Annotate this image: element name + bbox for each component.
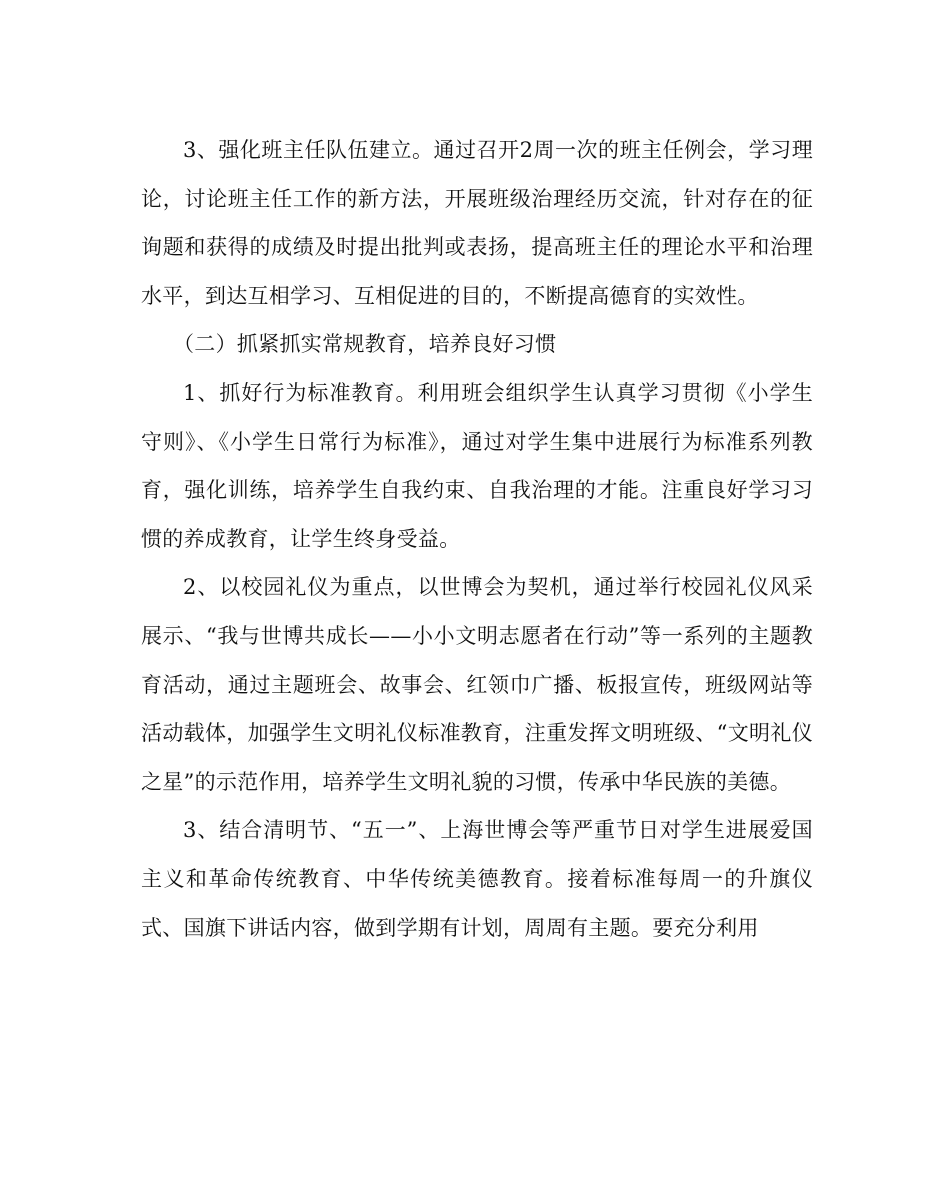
paragraph-class-teacher-team: 3、强化班主任队伍建立。通过召开2周一次的班主任例会，学习理论，讨论班主任工作的新方法，开展班级治理经历交流，针对存在的征询题和获得的成绩及时提出批判或表扬，提高班主任的理论水平和治理水平，到达互相学习、互相促进的目的，不断提高德育的实效性。 bbox=[141, 138, 813, 308]
paragraph-festival-education: 3、结合清明节、“五一”、上海世博会等严重节日对学生进展爱国主义和革命传统教育、中华传统美德教育。接着标准每周一的升旗仪式、国旗下讲话内容，做到学期有计划，周周有主题。要充分利用 bbox=[141, 818, 813, 940]
section-heading-routine-education: （二）抓紧抓实常规教育，培养良好习惯 bbox=[173, 332, 557, 357]
document-body bbox=[141, 126, 813, 952]
paragraph-campus-etiquette: 2、以校园礼仪为重点，以世博会为契机，通过举行校园礼仪风采展示、“我与世博共成长——小小文明志愿者在行动”等一系列的主题教育活动，通过主题班会、故事会、红领巾广播、板报宣传，班级网站等活动载体，加强学生文明礼仪标准教育，注重发挥文明班级、“文明礼仪之星”的示范作用，培养学生文明礼貌的习惯，传承中华民族的美德。 bbox=[141, 575, 813, 794]
paragraph-behavior-standards: 1、抓好行为标准教育。利用班会组织学生认真学习贯彻《小学生守则》、《小学生日常行为标准》，通过对学生集中进展行为标准系列教育，强化训练，培养学生自我约束、自我治理的才能。注重良好学习习惯的养成教育，让学生终身受益。 bbox=[141, 380, 813, 551]
